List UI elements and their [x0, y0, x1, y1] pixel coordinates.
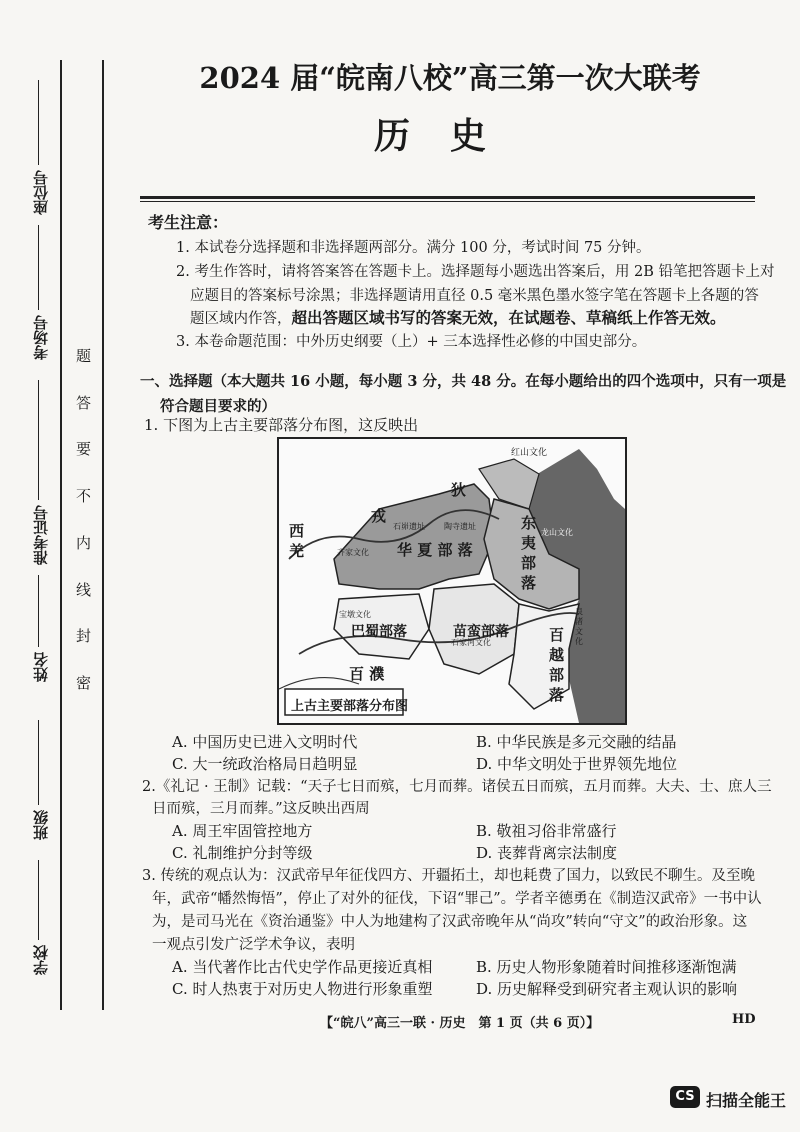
school-label: 学校 — [32, 945, 50, 975]
q3-option-c[interactable]: C. 时人热衷于对历史人物进行形象重塑 — [172, 980, 433, 998]
section-heading-line1: 一、选择题（本大题共 16 小题，每小题 3 分，共 48 分。在每小题给出的四个选项中，只有一项是 — [140, 373, 787, 390]
map-label-dongyi: 东夷部落 — [521, 514, 537, 592]
seal-char: 题 — [74, 348, 92, 363]
q2-stem-line1: 2.《礼记 · 王制》记载：“天子七日而殡，七月而葬。诸侯五日而殡，五月而葬。大夫、士、庶人三 — [142, 779, 772, 795]
seat-number-label: 座位号 — [32, 170, 50, 215]
notice-line: 应题目的答案标号涂黑；非选择题请用直径 0.5 毫米黑色墨水签字笔在答题卡上各题的答 — [190, 288, 759, 304]
q1-stem: 1. 下图为上古主要部落分布图，这反映出 — [144, 416, 419, 434]
section-heading-line2: 符合题目要求的） — [160, 398, 276, 415]
seal-char: 封 — [74, 628, 92, 643]
exam-title: 2024 届“皖南八校”高三第一次大联考 — [199, 61, 701, 95]
header-rule — [140, 196, 755, 199]
q3-stem-line2: 年，武帝“幡然悔悟”，停止了对外的征伐，下诏“罪己”。学者辛德勇在《制造汉武帝》一书中认 — [152, 891, 762, 907]
map-label-di: 狄 — [451, 481, 467, 499]
camscanner-text: 扫描全能王 — [706, 1091, 787, 1110]
seat-number-field[interactable] — [38, 80, 39, 165]
header-rule-thin — [140, 201, 755, 202]
q1-option-c[interactable]: C. 大一统政治格局日趋明显 — [172, 755, 358, 773]
q2-stem-line2: 日而殡，三月而葬。”这反映出西周 — [152, 801, 370, 817]
exam-room-label: 考场号 — [32, 315, 50, 360]
camscanner-logo: CS — [670, 1086, 700, 1108]
map-label-baiyue: 百越部落 — [549, 626, 565, 704]
q2-option-c[interactable]: C. 礼制维护分封等级 — [172, 844, 313, 862]
map-label-liangzhu: 良渚文化 — [575, 607, 583, 646]
notice-heading: 考生注意： — [148, 213, 229, 232]
admission-ticket-field[interactable] — [38, 380, 39, 500]
map-label-rong: 戎 — [371, 507, 387, 525]
map-label-miaoman: 苗蛮部落 — [453, 624, 509, 640]
notice-line: 3. 本卷命题范围：中外历史纲要（上）+ 三本选择性必修的中国史部分。 — [176, 334, 647, 350]
q2-option-b[interactable]: B. 敬祖习俗非常盛行 — [476, 822, 617, 840]
section-heading — [140, 370, 786, 416]
q1-option-b[interactable]: B. 中华民族是多元交融的结晶 — [476, 733, 677, 751]
q3-stem-line3: 为，是司马光在《资治通鉴》中人为地建构了汉武帝晚年从“尚攻”转向“守文”的政治形象。这 — [152, 914, 748, 930]
q3-option-b[interactable]: B. 历史人物形象随着时间推移逐渐饱满 — [476, 958, 737, 976]
map-label-qijia: 齐家文化 — [337, 548, 369, 557]
q3-option-d[interactable]: D. 历史解释受到研究者主观认识的影响 — [476, 980, 738, 998]
seal-char: 答 — [74, 395, 92, 410]
class-label: 班级 — [32, 810, 50, 840]
admission-ticket-label: 准考证号 — [32, 505, 50, 565]
name-field[interactable] — [38, 575, 39, 647]
school-field[interactable] — [38, 860, 39, 940]
map-label-baodun: 宝墩文化 — [339, 610, 371, 619]
seal-char: 密 — [74, 675, 92, 690]
notice-line-start: 题区域内作答， — [190, 311, 292, 327]
map-label-shimao: 石峁遗址 — [393, 522, 425, 531]
q1-option-d[interactable]: D. 中华文明处于世界领先地位 — [476, 755, 678, 773]
subject-title: 历史 — [373, 115, 526, 157]
seal-char: 要 — [74, 441, 92, 456]
seal-char: 不 — [74, 488, 92, 503]
map-label-xiqiang: 西羌 — [289, 522, 305, 560]
notice-warning: 超出答题区域书写的答案无效，在试题卷、草稿纸上作答无效。 — [291, 308, 726, 327]
map-label-huaxia: 华 夏 部 落 — [397, 541, 473, 559]
name-label: 姓名 — [32, 652, 50, 682]
map-label-bashu: 巴蜀部落 — [351, 624, 407, 640]
map-label-longshan: 龙山文化 — [541, 528, 573, 537]
notice-line: 1. 本试卷分选择题和非选择题两部分。满分 100 分，考试时间 75 分钟。 — [176, 240, 651, 256]
q2-option-d[interactable]: D. 丧葬背离宗法制度 — [476, 844, 618, 862]
tribe-distribution-map — [277, 437, 627, 725]
notice-line-last — [190, 306, 726, 328]
class-field[interactable] — [38, 720, 39, 805]
notice-line: 2. 考生作答时，请将答案答在答题卡上。选择题每小题选出答案后，用 2B 铅笔把答题卡上对 — [176, 264, 775, 280]
map-title: 上古主要部落分布图 — [291, 699, 409, 714]
map-label-hongshan: 红山文化 — [511, 448, 548, 458]
q3-option-a[interactable]: A. 当代著作比古代史学作品更接近真相 — [172, 958, 433, 976]
seal-char: 线 — [74, 582, 92, 597]
paper-code: HD — [732, 1012, 756, 1027]
seal-char: 内 — [74, 535, 92, 550]
map-label-shijiahe: 石家河文化 — [451, 638, 491, 647]
exam-room-field[interactable] — [38, 225, 39, 310]
map-label-taosi: 陶寺遗址 — [444, 522, 476, 531]
q2-option-a[interactable]: A. 周王牢固管控地方 — [172, 822, 313, 840]
map-label-baipu: 百 濮 — [349, 665, 385, 683]
q3-stem-line1: 3. 传统的观点认为：汉武帝早年征伐四方、开疆拓土，却也耗费了国力，以致民不聊生。及至晚 — [142, 868, 755, 884]
page-footer: 【“皖八”高三一联 · 历史 第 1 页（共 6 页）】 — [320, 1016, 600, 1031]
q3-stem-line4: 一观点引发广泛学术争议，表明 — [152, 937, 355, 953]
q1-option-a[interactable]: A. 中国历史已进入文明时代 — [172, 733, 358, 751]
